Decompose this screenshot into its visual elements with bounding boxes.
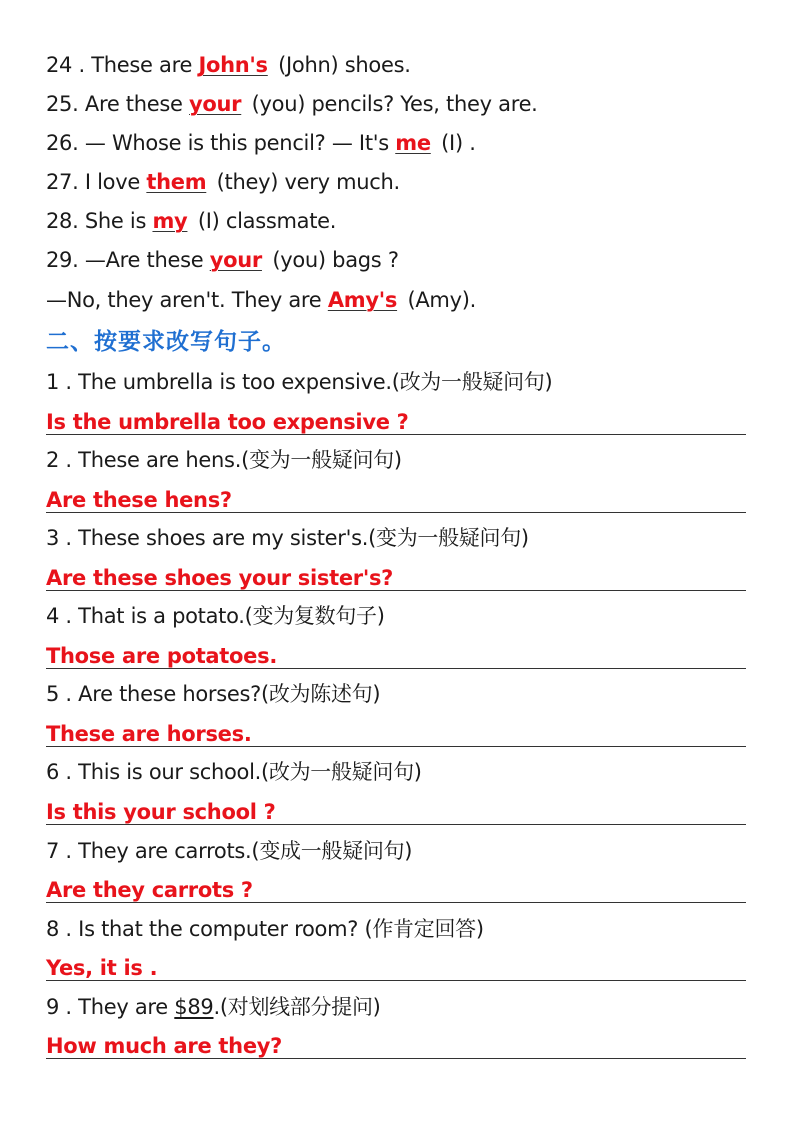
rewrite-question-9 <box>46 994 381 1020</box>
fill-item-25 <box>46 91 538 117</box>
item-number: 25. <box>46 92 79 116</box>
answer-blank: your <box>209 248 262 272</box>
rewrite-answer-4: Those are potatoes. <box>46 644 746 669</box>
rewrite-answer-8: Yes, it is . <box>46 956 746 981</box>
answer-blank: Amy's <box>327 288 398 312</box>
item-number: 27. <box>46 170 79 194</box>
rewrite-answer-6: Is this your school ? <box>46 800 746 825</box>
item-text: (Amy). <box>401 288 476 312</box>
rewrite-question-5: 5 . Are these horses?(改为陈述句) <box>46 682 381 706</box>
fill-item-27 <box>46 169 400 195</box>
item-text: I love <box>78 170 147 194</box>
item-number: 28. <box>46 209 79 233</box>
underlined-price: $89 <box>174 995 214 1019</box>
item-text: —Are these <box>78 248 210 272</box>
item-text: 9 . They are <box>46 995 175 1019</box>
fill-item-29 <box>46 247 399 273</box>
rewrite-question-2: 2 . These are hens.(变为一般疑问句) <box>46 448 402 472</box>
rewrite-answer-2: Are these hens? <box>46 488 746 513</box>
rewrite-answer-7: Are they carrots ? <box>46 878 746 903</box>
answer-blank: my <box>152 209 188 233</box>
fill-item-24 <box>46 52 411 78</box>
item-text: (they) very much. <box>210 170 400 194</box>
rewrite-question-3: 3 . These shoes are my sister's.(变为一般疑问句) <box>46 526 529 550</box>
rewrite-answer-9: How much are they? <box>46 1034 746 1059</box>
rewrite-question-4: 4 . That is a potato.(变为复数句子) <box>46 604 385 628</box>
rewrite-question-7: 7 . They are carrots.(变成一般疑问句) <box>46 839 413 863</box>
section-title: 二、按要求改写句子。 <box>46 329 286 355</box>
item-text: She is <box>78 209 153 233</box>
item-text: —No, they aren't. They are <box>46 288 328 312</box>
answer-blank: John's <box>198 53 268 77</box>
rewrite-answer-1: Is the umbrella too expensive ? <box>46 410 746 435</box>
item-text: (John) shoes. <box>271 53 411 77</box>
answer-blank: me <box>395 131 431 155</box>
fill-item-29-reply <box>46 287 476 313</box>
item-number: 26. <box>46 131 79 155</box>
answer-blank: them <box>146 170 207 194</box>
item-number: 24 . <box>46 53 85 77</box>
fill-item-28 <box>46 208 336 234</box>
rewrite-answer-5: These are horses. <box>46 722 746 747</box>
rewrite-question-6: 6 . This is our school.(改为一般疑问句) <box>46 760 422 784</box>
rewrite-question-1: 1 . The umbrella is too expensive.(改为一般疑问句) <box>46 370 553 394</box>
item-number: 29. <box>46 248 79 272</box>
item-text: (you) pencils? Yes, they are. <box>245 92 538 116</box>
fill-item-26 <box>46 130 476 156</box>
item-text: .(对划线部分提问) <box>213 995 381 1019</box>
item-text: (I) . <box>434 131 476 155</box>
rewrite-answer-3: Are these shoes your sister's? <box>46 566 746 591</box>
item-text: These are <box>84 53 199 77</box>
rewrite-question-8: 8 . Is that the computer room? (作肯定回答) <box>46 917 484 941</box>
item-text: (you) bags ? <box>265 248 399 272</box>
item-text: — Whose is this pencil? — It's <box>78 131 396 155</box>
item-text: (I) classmate. <box>191 209 337 233</box>
answer-blank: your <box>189 92 242 116</box>
item-text: Are these <box>78 92 190 116</box>
